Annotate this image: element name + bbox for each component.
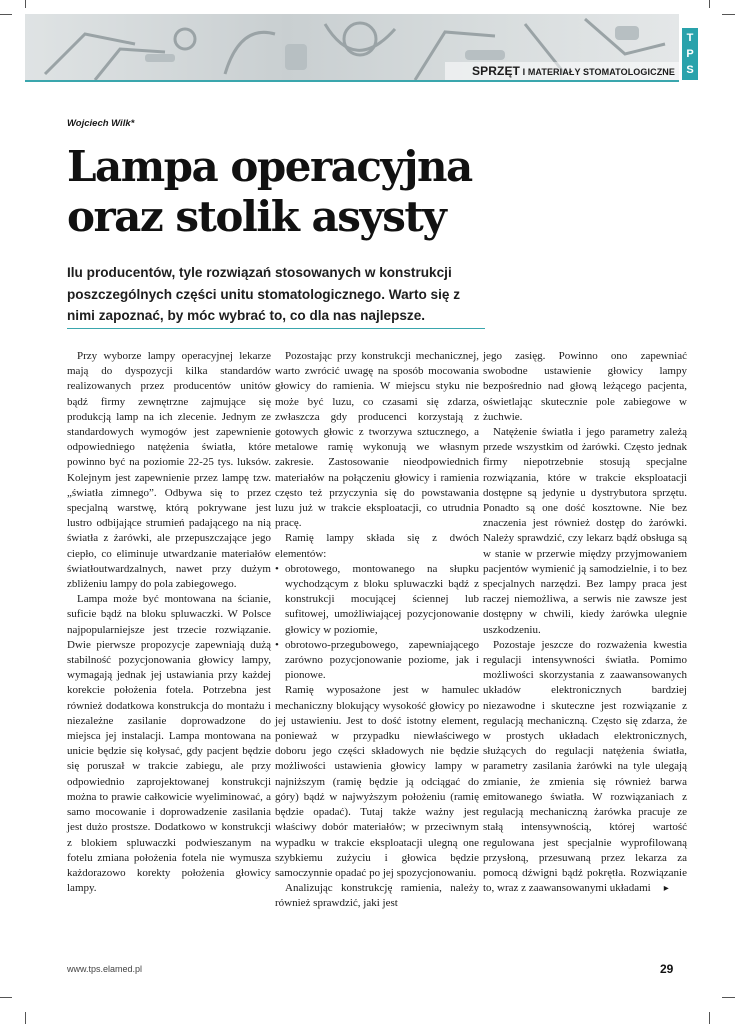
lead-rule — [67, 328, 485, 329]
crop-mark — [722, 997, 735, 998]
paragraph: Natężenie światła i jego parametry zależą przede wszystkim od żarówki. Często jednak firmy niepotrzebnie stosują specjalne rozwiązania, które w trakcie eksploatacji dostępne są jedynie u dystrybutora sprzętu. Ponadto są one dość kosztowne. Nie bez znaczenia jest również dostęp do żarówki. Należy sprawdzić, czy lekarz bądź obsługa są w stanie w przerwie między przyjmowaniem pacjentów wymienić ją samodzielnie, i to bez specjalnych narzędzi. Bez lampy praca jest raczej niemożliwa, a serwis nie zawsze jest dostępny w chwili, kiedy żarówka ulegnie uszkodzeniu. — [483, 426, 687, 636]
crop-mark — [25, 0, 26, 8]
paragraph: Analizując konstrukcję ramienia, należy również sprawdzić, jaki jest — [275, 882, 479, 910]
continue-arrow-icon: ▸ — [663, 883, 669, 895]
section-rest: MATERIAŁY STOMATOLOGICZNE — [527, 67, 675, 77]
tab-letter: S — [686, 64, 694, 76]
crop-mark — [0, 997, 12, 998]
tab-letter: T — [686, 32, 694, 44]
article-lead: Ilu producentów, tyle rozwiązań stosowanych w konstrukcji poszczególnych części unitu stomatologicznego. Warto się z nimi zapoznać, by móc wybrać to, co dla nas najlepsze. — [67, 265, 461, 323]
crop-mark — [722, 14, 735, 15]
text-column-1 — [67, 349, 271, 896]
crop-mark — [25, 1012, 26, 1024]
paragraph-text: Pozostaje jeszcze do rozważenia kwestia regulacji intensywności światła. Pomimo możliwości skorzystania z zaawansowanych układów elektronicznych bardziej niezawodne i skuteczne jest rozwiązanie z regulacją mechaniczną. Często się zdarza, że w prostych układach elektronicznych, służących do regulacji natężenia światła, parametry zasilania żarówki na tyle ulegają zmianie, że zmienia się również barwa emitowanego światła. W rozwiązaniach z regulacją mechaniczną żarówka pracuje ze stałą intensywnością, której wartość regulowana jest specjalnie wyprofilowaną przysłoną, przesuwaną przez lekarza za pomocą dźwigni bądź pokrętła. Rozwiązanie to, wraz z zaawansowanymi układami — [483, 638, 687, 895]
crop-mark — [0, 14, 12, 15]
title-line: oraz stolik asysty — [67, 192, 446, 241]
paragraph: jego zasięg. Powinno ono zapewniać swobodne ustawienie głowicy lampy bezpośrednio nad głową leżącego pacjenta, oświetlając skutecznie pole zabiegowe w żuchwie. — [483, 350, 687, 423]
paragraph — [483, 638, 687, 896]
crop-mark — [709, 0, 710, 8]
bullet-list — [275, 562, 479, 684]
paragraph: Pozostając przy konstrukcji mechanicznej, warto zwrócić uwagę na sposób mocowania głowicy do ramienia. W miejscu styku nie może być luzu, co czasami się zdarza, zwłaszcza gdy producenci korzystają z gotowych głowic z tworzywa sztucznego, a metalowe ramię wykonują we własnym zakresie. Zastosowanie nieodpowiednich materiałów na połączeniu głowicy i ramienia często też przyczynia się do powstawania luzu już w trakcie eksploatacji, co utrudnia pracę. — [275, 350, 479, 530]
footer-url: www.tps.elamed.pl — [67, 964, 143, 974]
paragraph: Ramię lampy składa się z dwóch elementów: — [275, 532, 479, 560]
list-item: • obrotowo-przegubowego, zapewniającego zarówno pozycjonowanie poziome, jak i pionowe. — [275, 638, 479, 684]
paragraph: Ramię wyposażone jest w hamulec mechaniczny blokujący wysokość głowicy po jej ustawieniu. Jest to dość istotny element, ponieważ w przypadku niewłaściwego doboru jego części składowych nie będzie możliwości ustawienia głowicy lampy w najniższym (ramię będzie ją odciągać do góry) bądź w najwyższym położeniu (ramię będzie opadać). Tutaj także ważny jest właściwy dobór materiałów; w przeciwnym wypadku w trakcie eksploatacji ulegną one szybkiemu zużyciu i głowica będzie samoczynnie opadać po jej spozycjonowaniu. — [275, 684, 479, 879]
paragraph: Przy wyborze lampy operacyjnej lekarze mają do dyspozycji kilka standardów realizowanych przez producentów unitów bądź firmy zewnętrzne zajmujące się produkcją lamp na ich zlecenie. Jednym ze standardowych wymogów jest zapewnienie odpowiedniego natężenia światła, które powinno być na poziomie 22-25 tys. luksów. Kolejnym jest zapewnienie przez lampę tzw. „światła zimnego”. Odbywa się to przez specjalną warstwę, którą pokrywane jest lustro odbijające strumień padającego na nią światła z żarówki, ale przepuszczające jego ciepło, co eliminuje utwardzanie materiałów światłoutwardzalnych, nawet przy dużym zbliżeniu lampy do pola zabiegowego. — [67, 350, 271, 591]
banner-rule — [25, 80, 679, 82]
tab-letter: P — [686, 48, 694, 60]
crop-mark — [709, 1012, 710, 1024]
article-title — [67, 142, 537, 242]
author-name: Wojciech Wilk* — [67, 118, 135, 129]
section-label — [472, 64, 675, 78]
text-column-3 — [483, 349, 687, 896]
text-column-2 — [275, 349, 479, 912]
page-number: 29 — [660, 962, 674, 976]
tps-tab — [682, 28, 698, 80]
header-banner — [25, 14, 679, 80]
paragraph: Lampa może być montowana na ścianie, suficie bądź na bloku spluwaczki. W Polsce najpopularniejsze jest trzecie rozwiązanie. Dwie pierwsze propozycje zapewniają dużą stabilność pozycjonowania głowicy lampy, wymagają jednak jej ustawiania przy każdej korekcie położenia fotela. Potrzebna jest również dodatkowa konstrukcja do montażu i niezależne zasilanie doprowadzone do miejsca jej instalacji. Lampa montowana na unicie będzie się kołysać, gdy pacjent będzie się poruszał w trakcie zabiegu, ale przy odpowiednio zaprojektowanej konstrukcji można to prawie całkowicie wyeliminować, a samo mocowanie i doprowadzenie zasilania jest dużo prostsze. Dodatkowo w konstrukcji z blokiem spluwaczki podwieszanym na fotelu zmiana położenia fotela nie wymusza każdorazowo korekty położenia głowicy lampy. — [67, 593, 271, 895]
list-item: • obrotowego, montowanego na słupku wychodzącym z bloku spluwaczki bądź z konstrukcji mocującej ściennej lub sufitowej, umożliwiającej pozycjonowanie głowicy w poziomie, — [275, 562, 479, 638]
section-main: SPRZĘT — [472, 64, 520, 78]
title-line: Lampa operacyjna — [67, 142, 472, 191]
section-separator: I — [522, 67, 526, 77]
